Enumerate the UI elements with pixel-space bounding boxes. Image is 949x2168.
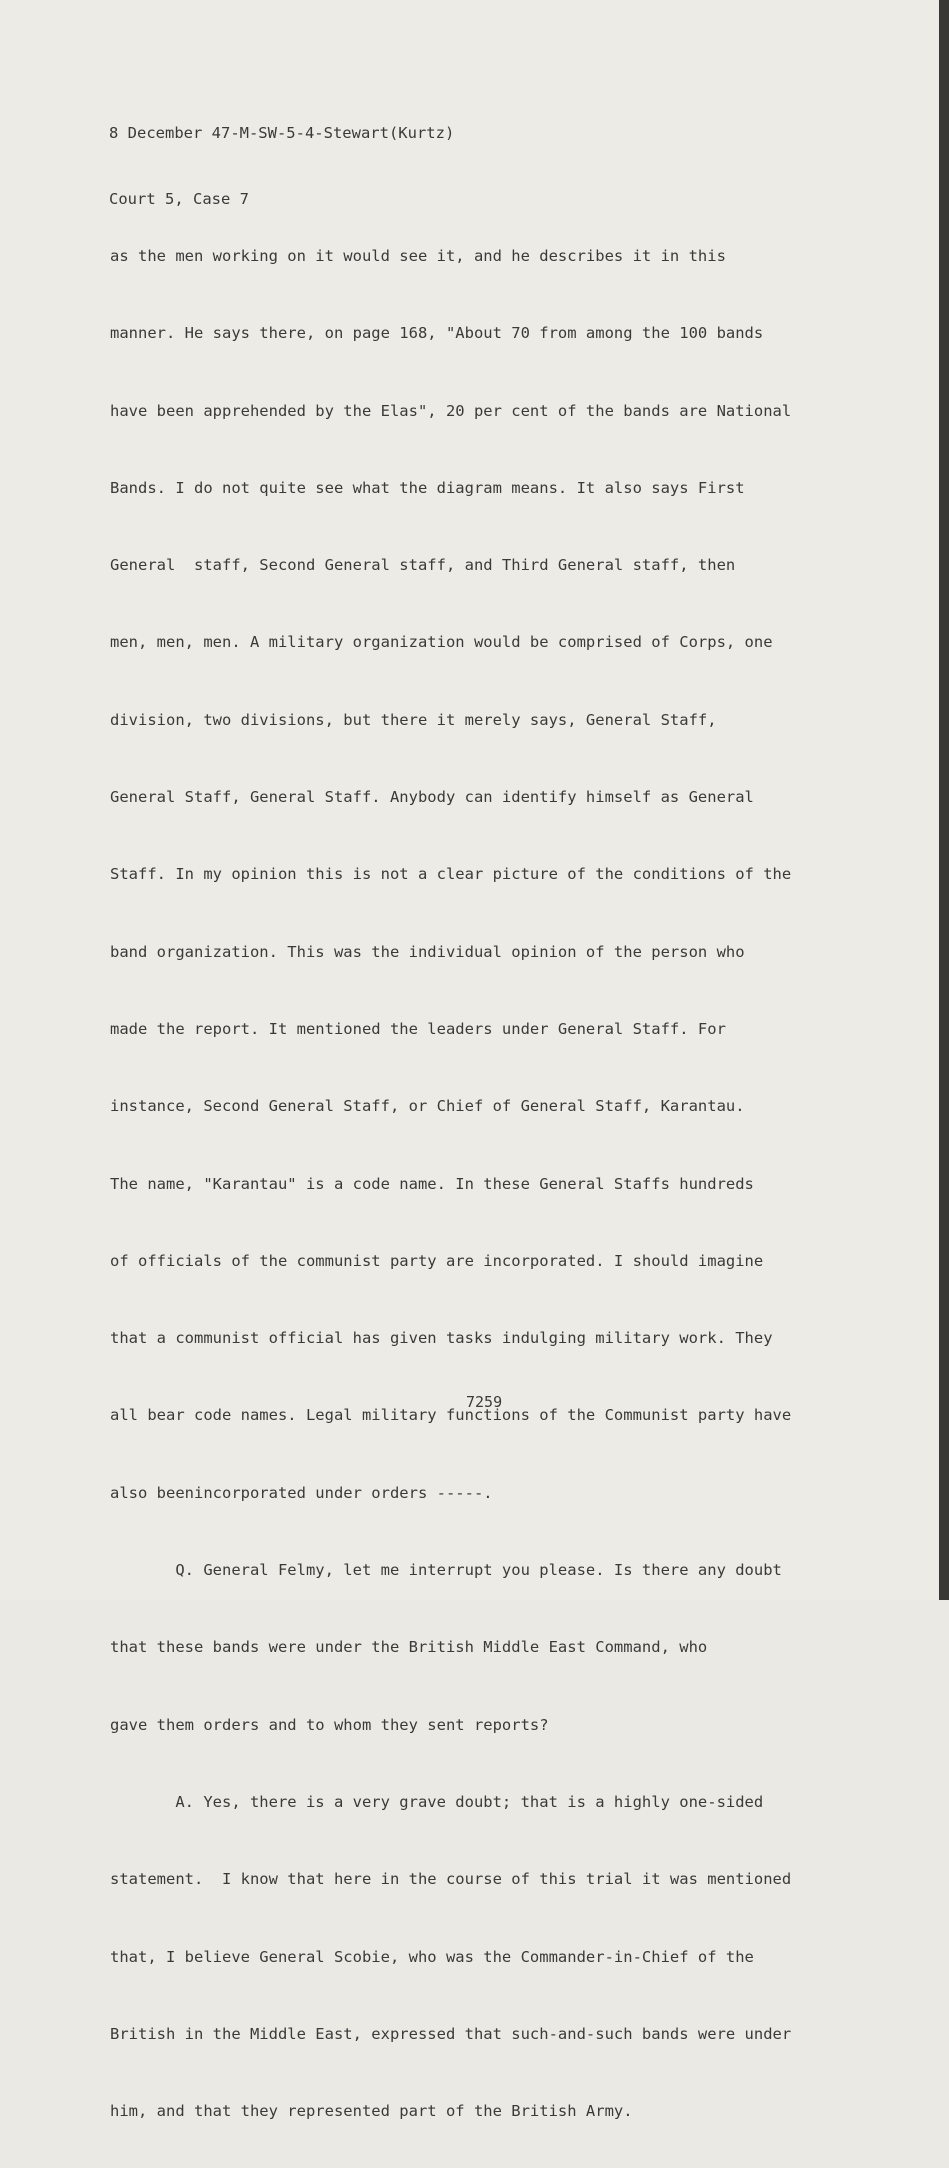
- transcript-line: as the men working on it would see it, and he describes it in this: [110, 247, 726, 265]
- transcript-line: British in the Middle East, expressed that such-and-such bands were under: [110, 2024, 792, 2043]
- transcript-line: also beenincorporated under orders -----.: [110, 1483, 493, 1502]
- transcript-body: [110, 200, 870, 2168]
- transcript-line: gave them orders and to whom they sent reports?: [110, 1715, 549, 1734]
- transcript-line: made the report. It mentioned the leaders under General Staff. For: [110, 1019, 726, 1038]
- transcript-line: men, men, men. A military organization would be comprised of Corps, one: [110, 633, 773, 652]
- page-number: 7259: [466, 1393, 503, 1411]
- header-date-reference: 8 December 47-M-SW-5-4-Stewart(Kurtz): [109, 124, 455, 142]
- header-court-case: Court 5, Case 7: [109, 190, 249, 208]
- transcript-line: him, and that they represented part of the British Army.: [110, 2102, 633, 2121]
- question-line: Q. General Felmy, let me interrupt you please. Is there any doubt: [110, 1561, 782, 1580]
- transcript-line: band organization. This was the individual opinion of the person who: [110, 942, 745, 961]
- transcript-line: Staff. In my opinion this is not a clear picture of the conditions of the: [110, 865, 792, 884]
- transcript-line: of officials of the communist party are incorporated. I should imagine: [110, 1251, 764, 1270]
- transcript-line: General staff, Second General staff, and Third General staff, then: [110, 556, 736, 575]
- transcript-line: division, two divisions, but there it merely says, General Staff,: [110, 710, 717, 729]
- transcript-line: all bear code names. Legal military functions of the Communist party have: [110, 1406, 792, 1425]
- transcript-line: Bands. I do not quite see what the diagram means. It also says First: [110, 478, 745, 497]
- scan-edge: [939, 0, 949, 1600]
- transcript-line: that these bands were under the British Middle East Command, who: [110, 1638, 708, 1657]
- transcript-line: that a communist official has given tasks indulging military work. They: [110, 1329, 773, 1348]
- transcript-line: General Staff, General Staff. Anybody can identify himself as General: [110, 788, 754, 807]
- transcript-line: instance, Second General Staff, or Chief of General Staff, Karantau.: [110, 1097, 745, 1116]
- transcript-line: manner. He says there, on page 168, "About 70 from among the 100 bands: [110, 324, 764, 343]
- transcript-line: have been apprehended by the Elas", 20 per cent of the bands are National: [110, 401, 792, 420]
- answer-line: A. Yes, there is a very grave doubt; that is a highly one-sided: [110, 1792, 764, 1811]
- transcript-line: statement. I know that here in the course of this trial it was mentioned: [110, 1870, 792, 1889]
- transcript-line: The name, "Karantau" is a code name. In these General Staffs hundreds: [110, 1174, 754, 1193]
- transcript-line: that, I believe General Scobie, who was the Commander-in-Chief of the: [110, 1947, 754, 1966]
